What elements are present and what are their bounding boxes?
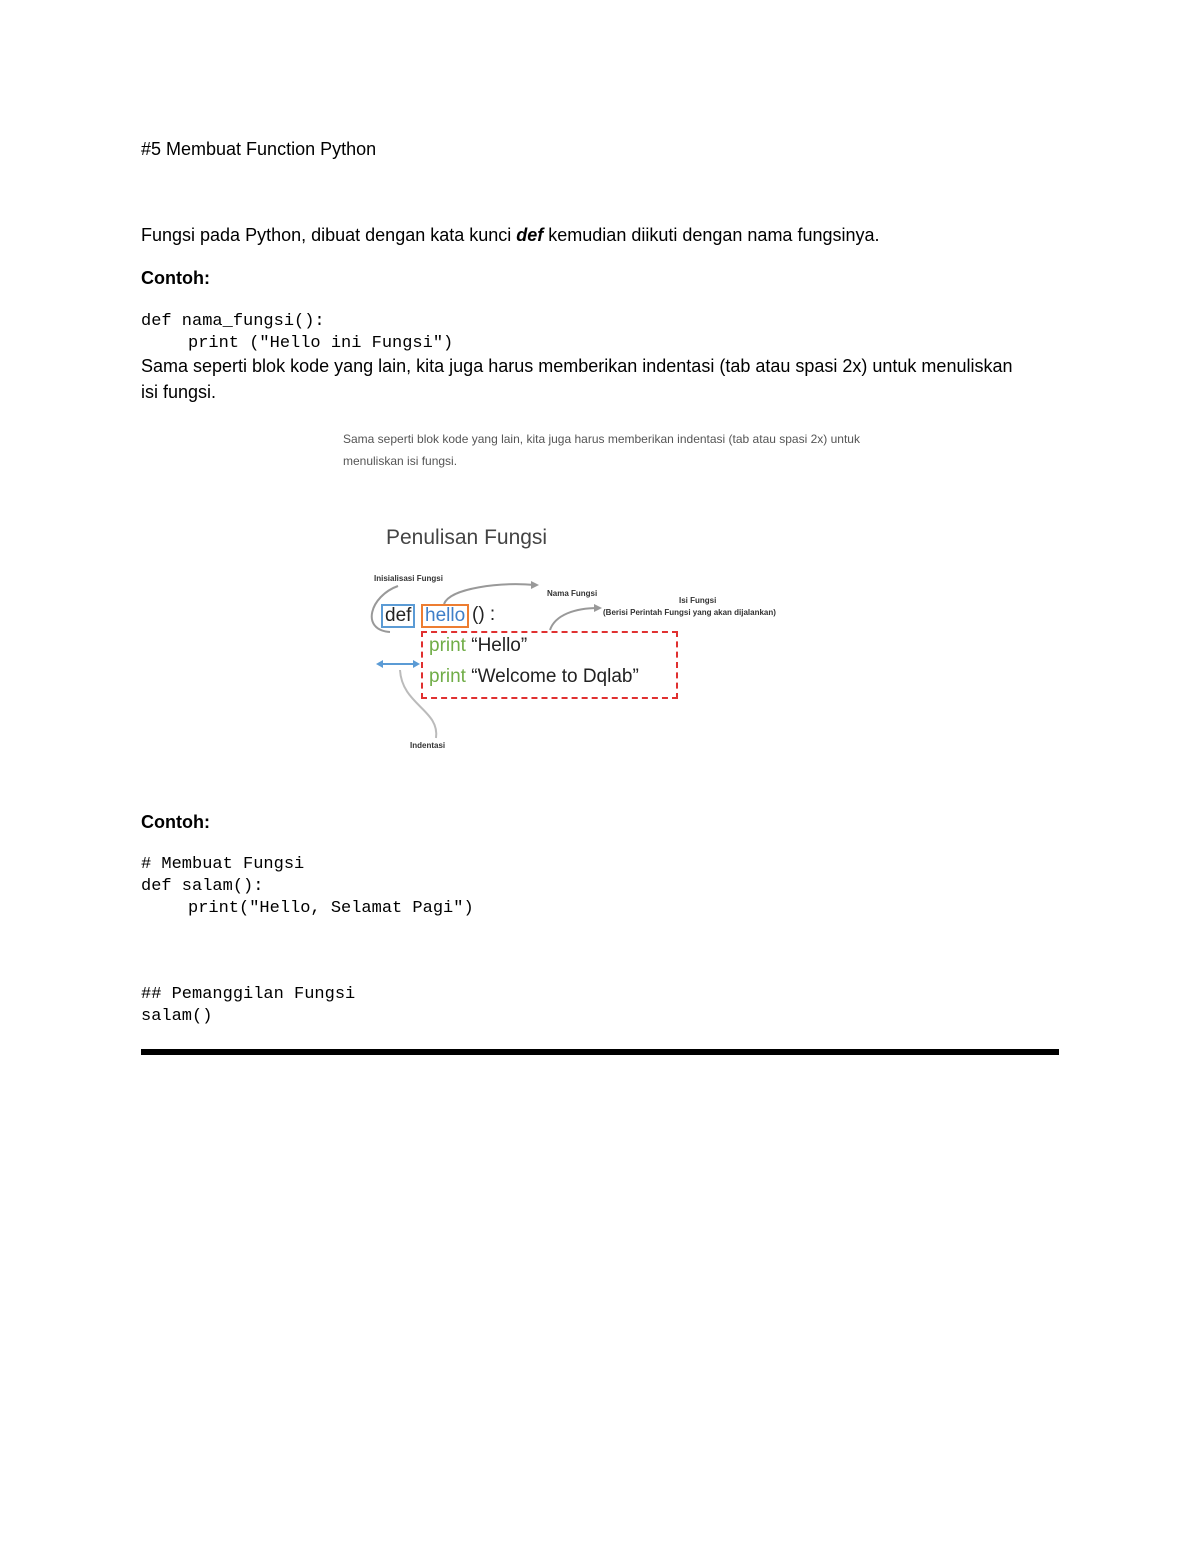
figure-heading: Penulisan Fungsi [386,526,548,549]
label-nama: Nama Fungsi [547,589,598,598]
intro-before: Fungsi pada Python, dibuat dengan kata kunci [141,225,517,245]
code2-call-comment: ## Pemanggilan Fungsi [141,985,356,1004]
example-label-2: Contoh: [141,812,210,832]
isi-arrowhead [594,604,602,612]
annotation-arrows [340,420,860,765]
code-function-name: hello [421,604,469,628]
isi-arrow [550,608,598,630]
label-indent: Indentasi [410,741,446,750]
code2-comment: # Membuat Fungsi [141,855,305,874]
function-diagram [340,420,860,765]
code-line-print: print ("Hello ini Fungsi") [188,334,454,353]
intro-paragraph [141,225,880,246]
body-line-2 [429,666,639,688]
indent-arrowhead-left [376,660,383,668]
code2-call: salam() [141,1007,213,1026]
code-line-def: def nama_fungsi(): [141,312,325,331]
indentation-paragraph: Sama seperti blok kode yang lain, kita juga harus memberikan indentasi (tab atau spasi 2x) untuk menuliskan isi fungsi. [141,356,1013,402]
code-parens: () : [472,604,496,625]
body-line-1 [429,635,527,657]
name-arrow [444,584,535,604]
code-def-keyword: def [381,604,415,628]
page-title: #5 Membuat Function Python [141,139,377,159]
code2-def: def salam(): [141,877,264,896]
body-line-1-keyword: print [429,635,466,656]
function-body-box [421,631,678,699]
code2-print: print("Hello, Selamat Pagi") [188,899,474,918]
indent-arrowhead-right [413,660,420,668]
label-isi-desc: (Berisi Perintah Fungsi yang akan dijalankan) [603,608,776,617]
figure-caption: Sama seperti blok kode yang lain, kita juga harus memberikan indentasi (tab atau spasi 2x) untuk menuliskan isi fungsi. [343,432,860,468]
body-line-2-keyword: print [429,666,466,687]
body-line-2-string: “Welcome to Dqlab” [471,666,639,687]
horizontal-rule [141,1049,1059,1055]
name-arrowhead [531,581,539,589]
intro-after: kemudian diikuti dengan nama fungsinya. [543,225,880,245]
intro-keyword: def [516,225,544,245]
label-init: Inisialisasi Fungsi [374,574,443,583]
label-isi: Isi Fungsi [679,596,717,605]
example-label-1: Contoh: [141,268,210,288]
body-line-1-string: “Hello” [471,635,528,656]
